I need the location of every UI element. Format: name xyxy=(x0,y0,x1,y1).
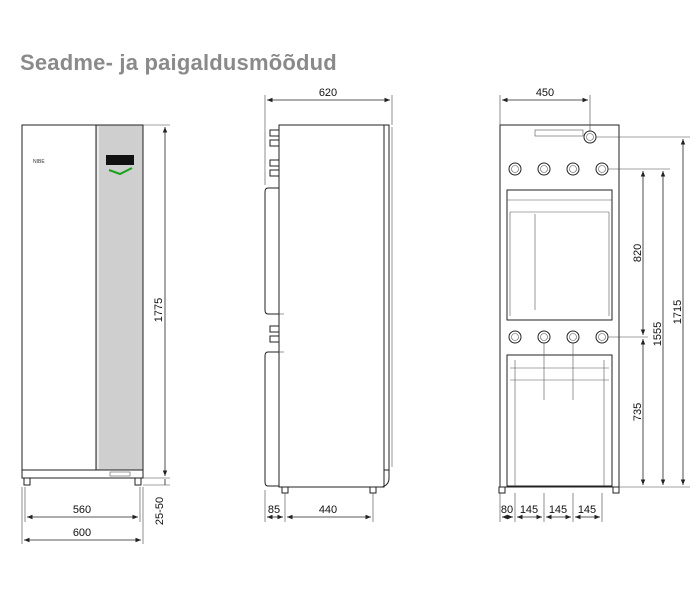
side-lower-module xyxy=(265,352,279,486)
front-door-panel xyxy=(96,125,143,470)
dimension-front-height: 1775 xyxy=(153,297,165,323)
front-view xyxy=(22,125,170,544)
rear-upper-module xyxy=(507,190,612,320)
dimension-rear-total-height: 1715 xyxy=(672,299,684,325)
front-foot-left xyxy=(24,478,30,485)
dimension-rear-spacing-2: 145 xyxy=(548,504,568,516)
dimension-front-inner-width: 560 xyxy=(72,504,92,516)
dimension-foot-height: 25-50 xyxy=(154,496,166,526)
dimension-rear-upper-ports-height: 1555 xyxy=(652,321,664,347)
rear-foot-left xyxy=(499,487,505,493)
brand-logo: NIBE xyxy=(33,159,45,165)
dimension-rear-upper-section: 820 xyxy=(632,243,644,263)
dimension-front-outer-width: 600 xyxy=(72,527,92,539)
side-foot-right xyxy=(370,487,376,493)
front-foot-right xyxy=(135,478,141,485)
side-upper-module xyxy=(265,188,279,314)
side-door xyxy=(384,125,389,470)
dimension-rear-spacing-first: 80 xyxy=(500,504,514,516)
dimension-side-depth: 620 xyxy=(318,87,338,99)
dimension-rear-spacing-1: 145 xyxy=(519,504,539,516)
dimension-side-offset: 85 xyxy=(267,504,281,516)
dimension-rear-lower-section: 735 xyxy=(632,402,644,422)
dimension-rear-spacing-3: 145 xyxy=(577,504,597,516)
side-foot-left xyxy=(282,487,288,493)
rear-view xyxy=(499,87,690,522)
rear-foot-right xyxy=(613,487,619,493)
rear-lower-ports xyxy=(509,331,608,343)
rear-lower-module xyxy=(507,355,612,486)
rear-top-port xyxy=(584,131,596,143)
page-title: Seadme- ja paigaldusmõõdud xyxy=(20,50,337,75)
dimension-rear-width: 450 xyxy=(535,87,555,99)
side-cabinet-body xyxy=(279,125,384,487)
rear-upper-ports xyxy=(509,163,608,175)
side-view xyxy=(265,87,392,522)
dimension-side-body: 440 xyxy=(318,504,338,516)
rear-cabinet xyxy=(500,125,619,487)
display-panel xyxy=(106,155,134,165)
